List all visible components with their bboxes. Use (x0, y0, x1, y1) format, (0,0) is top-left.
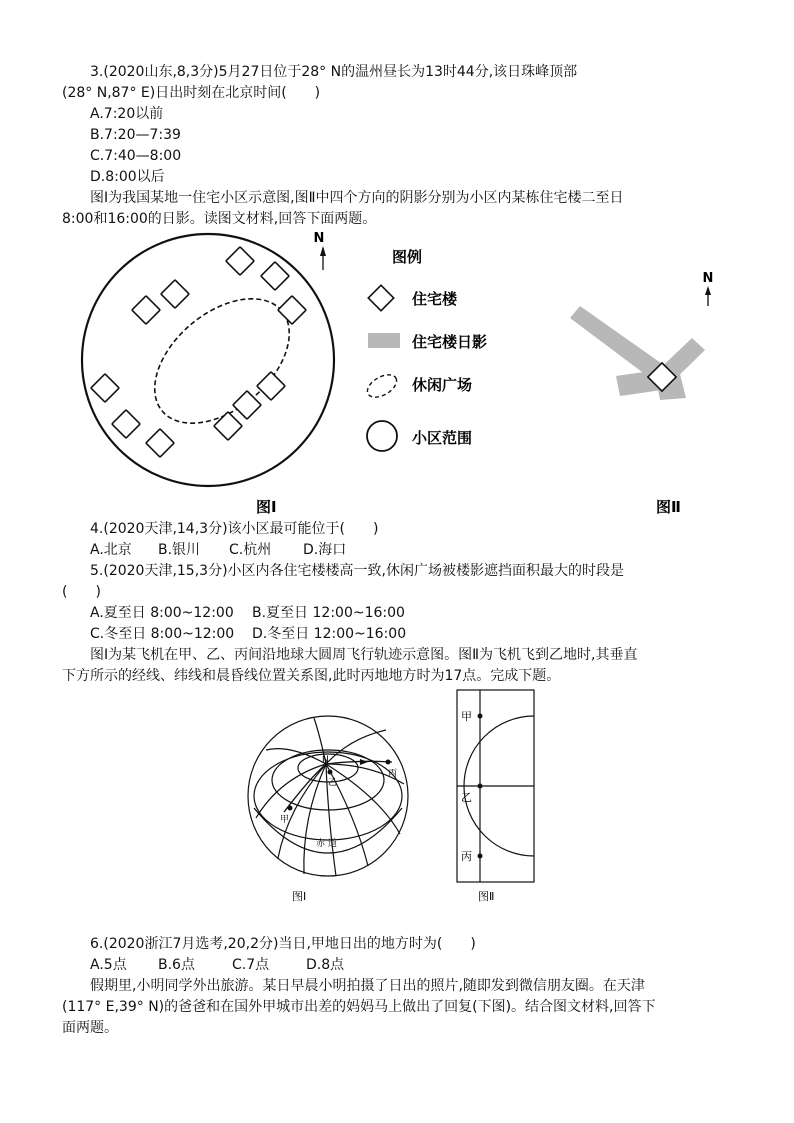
globe-jia-label: 甲 (280, 815, 290, 825)
q3-stem-line2: (28° N,87° E)日出时刻在北京时间( ) (62, 85, 321, 101)
q6-option-b: B.6点 (158, 957, 195, 973)
grid-yi-label: 乙 (461, 791, 472, 804)
point-bing-globe (386, 760, 391, 765)
q6-option-d: D.8点 (306, 957, 345, 973)
district-boundary (82, 234, 334, 486)
q6-option-c: C.7点 (232, 957, 270, 973)
grid-point-jia (478, 714, 483, 719)
intro6-line1: 图Ⅰ为某飞机在甲、乙、丙间沿地球大圆周飞行轨迹示意图。图Ⅱ为飞机飞到乙地时,其垂直 (90, 647, 638, 663)
legend-building-label: 住宅楼 (412, 290, 458, 308)
building-1 (226, 247, 254, 275)
legend-title: 图例 (392, 248, 423, 266)
legend-building-icon (368, 285, 393, 310)
point-jia-globe (288, 806, 293, 811)
q4-option-b: B.银川 (158, 542, 201, 558)
figure2-diagram (240, 688, 540, 908)
building-6 (257, 372, 285, 400)
figure2-caption-2: 图Ⅱ (478, 890, 495, 903)
q5-stem-line1: 5.(2020天津,15,3分)小区内各住宅楼楼高一致,休闲广场被楼影遮挡面积最大的时段是 (90, 563, 624, 579)
q6-option-a: A.5点 (90, 957, 127, 973)
q5-option-c: C.冬至日 8:00~12:00 (90, 626, 235, 642)
building-3 (278, 296, 306, 324)
grid-bing-label: 丙 (461, 850, 472, 863)
shadow-diagram (570, 306, 705, 400)
intro45-line1: 图Ⅰ为我国某地一住宅小区示意图,图Ⅱ中四个方向的阴影分别为小区内某栋住宅楼二至日 (90, 190, 624, 206)
q5-stem-line2: ( ) (62, 584, 101, 600)
q5-options-row2 (90, 624, 406, 644)
q5-options-row1 (90, 603, 405, 623)
legend-district-label: 小区范围 (412, 429, 473, 447)
q4-option-a: A.北京 (90, 542, 132, 558)
north-label-2: N (702, 271, 714, 286)
building-8 (214, 412, 242, 440)
q3-option-d: D.8:00以后 (90, 169, 165, 185)
q3-option-a: A.7:20以前 (90, 106, 164, 122)
building-2 (261, 262, 289, 290)
figure1-caption-2: 图Ⅱ (656, 498, 681, 516)
intro6-line2: 下方所示的经线、纬线和晨昏线位置关系图,此时丙地地方时为17点。完成下题。 (62, 668, 561, 684)
q4-option-d: D.海口 (303, 542, 347, 558)
building-4 (161, 280, 189, 308)
q5-option-b: B.夏至日 12:00~16:00 (252, 605, 405, 621)
figure1-diagram (60, 228, 740, 520)
grid-point-yi (478, 784, 483, 789)
q5-option-a: A.夏至日 8:00~12:00 (90, 605, 234, 621)
intro45-line2: 8:00和16:00的日影。读图文材料,回答下面两题。 (62, 211, 377, 227)
figure1-caption-1: 图Ⅰ (256, 498, 277, 516)
point-yi-globe (328, 770, 333, 775)
legend-plaza-label: 休闲广场 (412, 376, 473, 394)
q6-options (90, 955, 344, 975)
intro7-line1: 假期里,小明同学外出旅游。某日早晨小明拍摄了日出的照片,随即发到微信朋友圈。在天津 (90, 978, 645, 994)
legend-district-icon (367, 421, 397, 451)
intro7-line2: (117° E,39° N)的爸爸和在国外甲城市出差的妈妈马上做出了回复(下图)。结合图文材料,回答下 (62, 999, 656, 1015)
q4-option-c: C.杭州 (229, 542, 272, 558)
q3-option-c: C.7:40—8:00 (90, 148, 182, 164)
globe-north-label: N (322, 755, 329, 765)
q3-stem-line1: 3.(2020山东,8,3分)5月27日位于28° N的温州昼长为13时44分,该日珠峰顶部 (90, 64, 578, 80)
building-10 (112, 410, 140, 438)
building-5 (132, 296, 160, 324)
grid-jia-label: 甲 (461, 710, 472, 723)
q6-stem: 6.(2020浙江7月选考,20,2分)当日,甲地日出的地方时为( ) (90, 936, 476, 952)
building-9 (91, 374, 119, 402)
north-label-1: N (313, 231, 325, 246)
globe-equator-label: 赤 道 (316, 839, 337, 849)
globe-yi-label: 乙 (328, 778, 338, 788)
q4-stem: 4.(2020天津,14,3分)该小区最可能位于( ) (90, 521, 379, 537)
intro7-line3: 面两题。 (62, 1020, 118, 1036)
globe-bing-label: 丙 (388, 769, 398, 779)
legend-shadow-label: 住宅楼日影 (412, 333, 488, 351)
flight-arrow (360, 759, 368, 765)
building-11 (146, 429, 174, 457)
q3-option-b: B.7:20—7:39 (90, 127, 181, 143)
meridian-8 (326, 730, 386, 764)
q5-option-d: D.冬至日 12:00~16:00 (252, 626, 407, 642)
q4-options (90, 540, 346, 560)
legend-plaza-icon (364, 370, 401, 402)
legend-shadow-icon (368, 333, 400, 348)
figure2-caption-1: 图Ⅰ (292, 890, 307, 903)
grid-point-bing (478, 854, 483, 859)
